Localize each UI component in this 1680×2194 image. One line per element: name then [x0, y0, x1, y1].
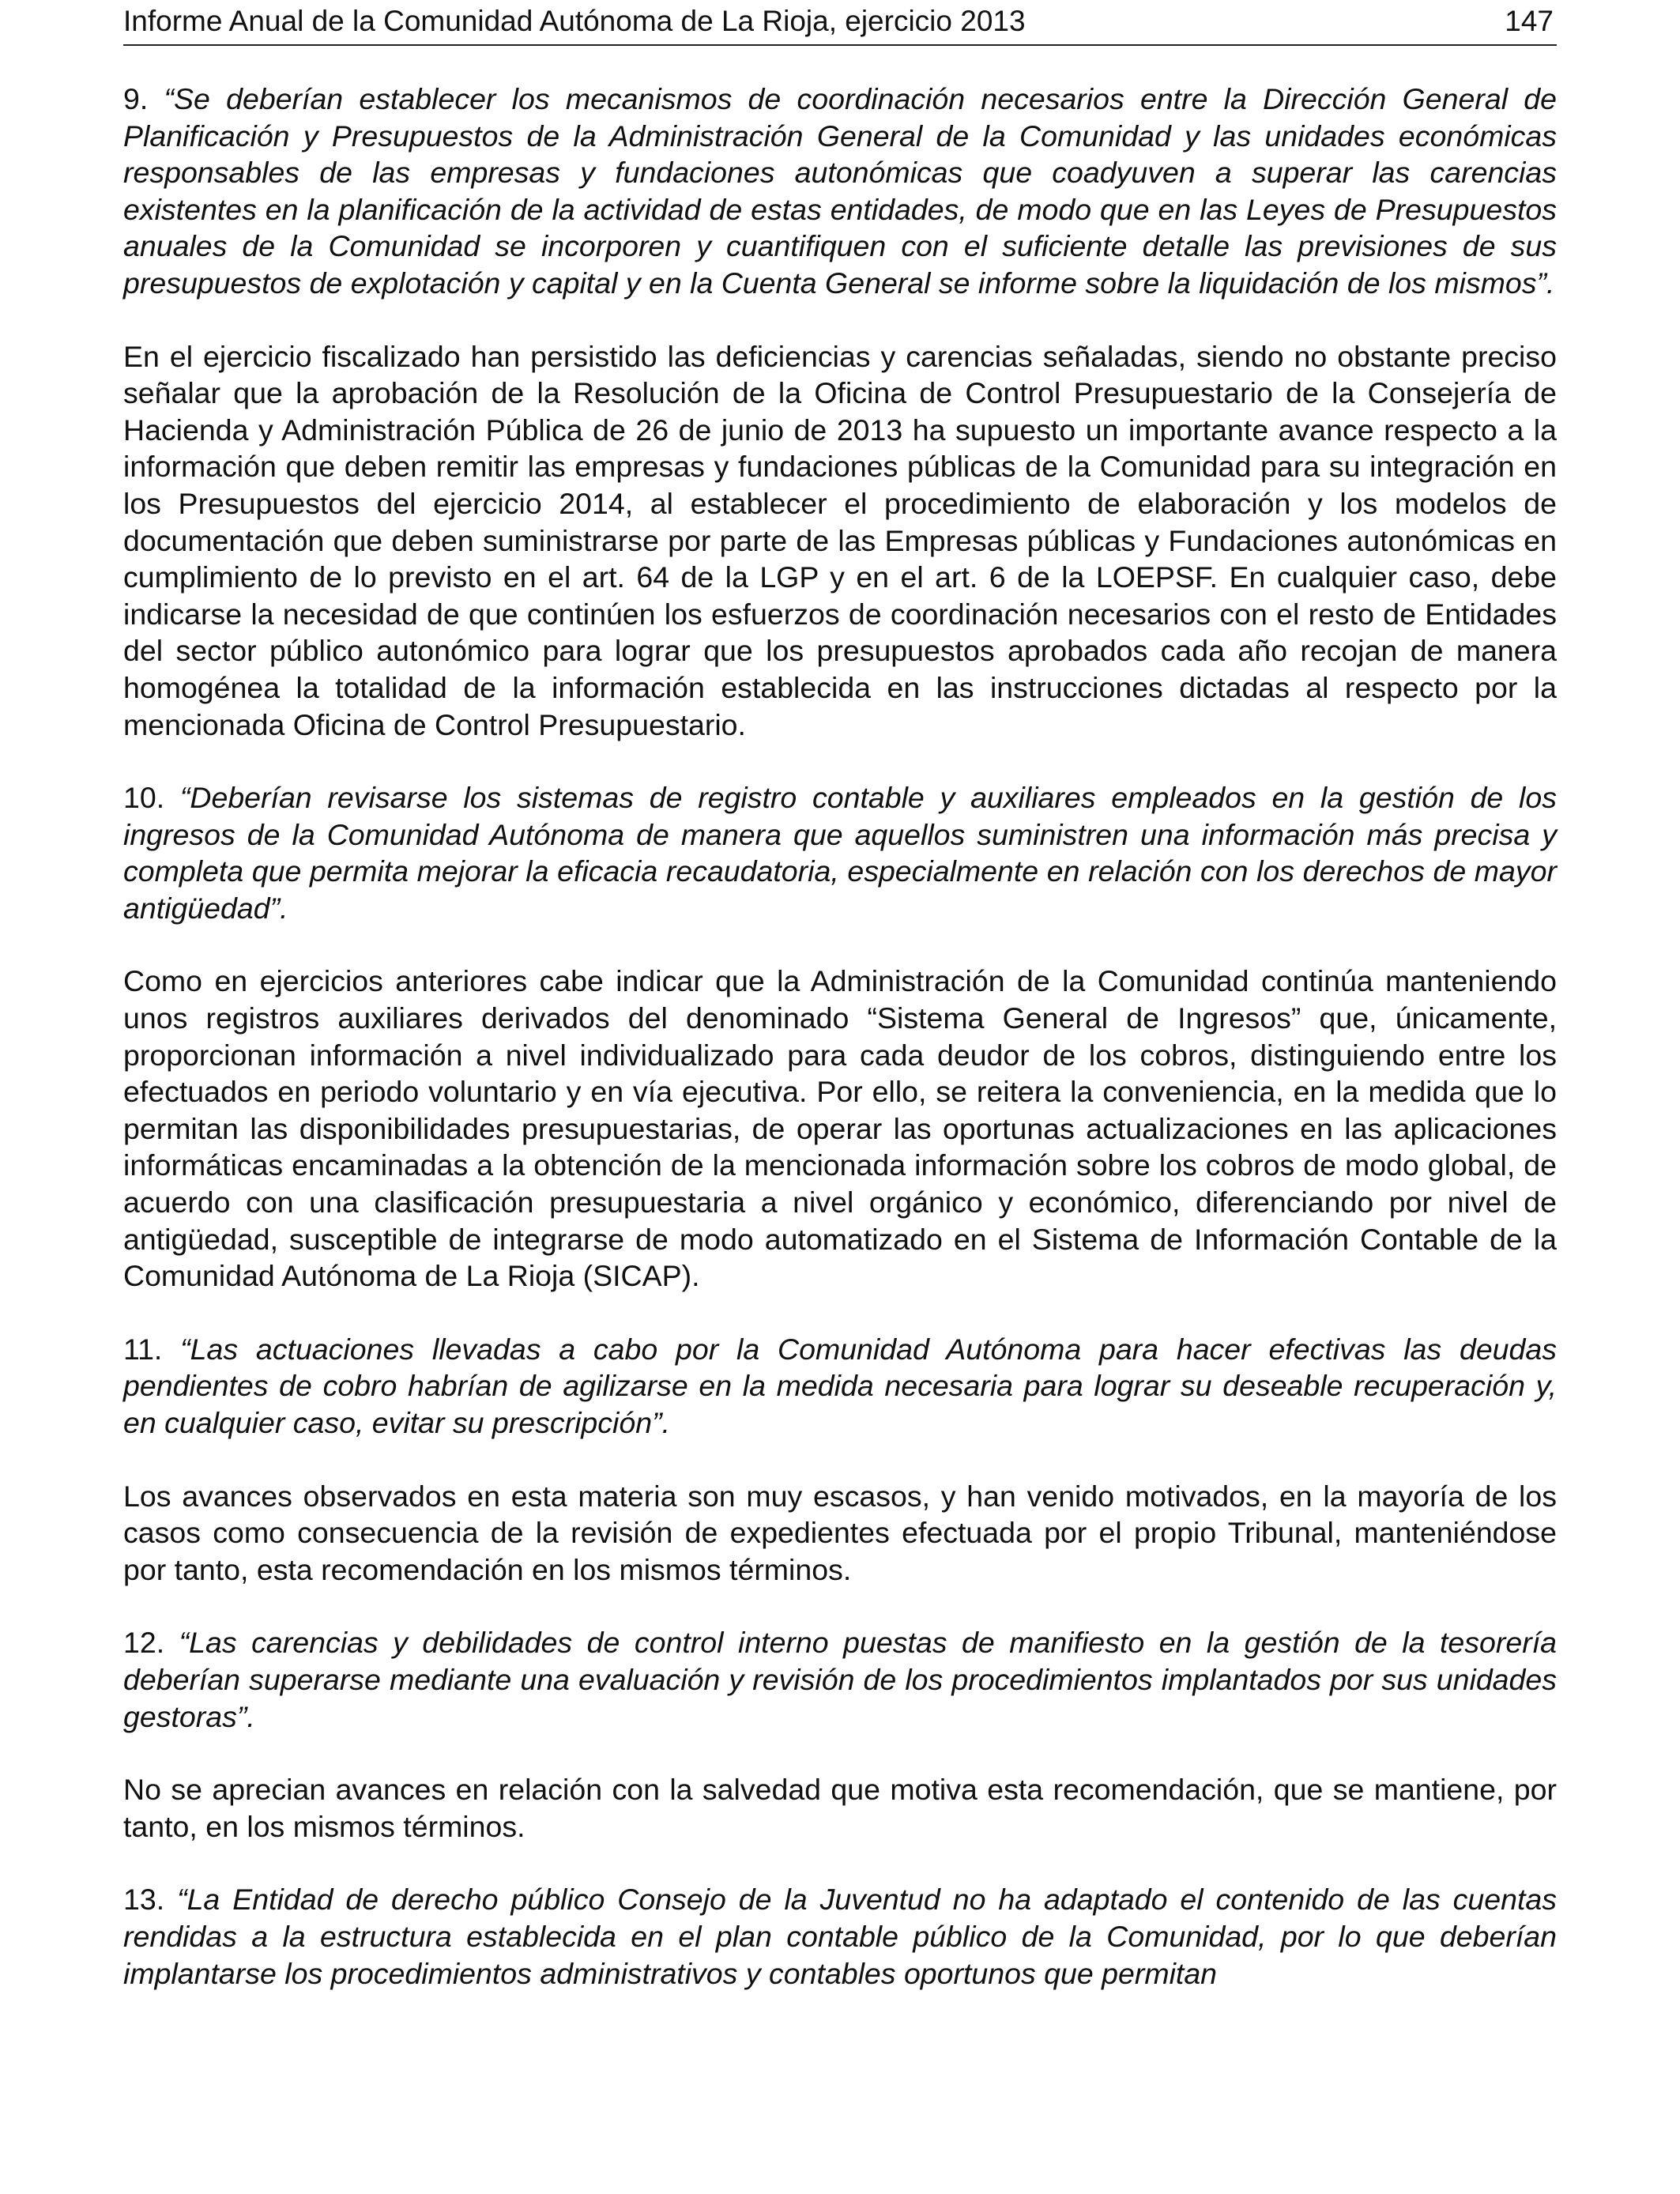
document-body — [123, 81, 1557, 2028]
recommendation-number: 12. — [123, 1626, 165, 1660]
report-title: Informe Anual de la Comunidad Autónoma de La Rioja, ejercicio 2013 — [123, 5, 1026, 37]
recommendation-quote: “Las actuaciones llevadas a cabo por la Comunidad Autónoma para hacer efectivas las deudas pendientes de cobro habrían de agilizarse en la medida necesaria para lograr su deseable recuperación y, en cualquier caso, evitar su prescripción”. — [123, 1332, 1558, 1439]
recommendation-9 — [123, 81, 1557, 302]
commentary-paragraph: Los avances observados en esta materia son muy escasos, y han venido motivados, en la mayoría de los casos como consecuencia de la revisión de expedientes efectuada por el propio Tribunal, manteniéndose por tanto, esta recomendación en los mismos términos. — [123, 1479, 1557, 1586]
recommendation-13 — [123, 1881, 1557, 1992]
recommendation-11 — [123, 1331, 1557, 1442]
recommendation-10 — [123, 779, 1557, 926]
commentary-paragraph: No se aprecian avances en relación con la salvedad que motiva esta recomendación, que se mantiene, por tanto, en los mismos términos. — [123, 1773, 1557, 1843]
recommendation-12 — [123, 1624, 1557, 1735]
recommendation-number: 10. — [123, 781, 165, 815]
recommendation-number: 11. — [123, 1332, 163, 1366]
recommendation-quote: “Deberían revisarse los sistemas de registro contable y auxiliares empleados en la gestión de los ingresos de la Comunidad Autónoma de manera que aquellos suministren una información más precisa y completa que permita mejorar la eficacia recaudatoria, especialmente en relación con los derechos de mayor antigüedad”. — [123, 781, 1557, 925]
recommendation-number: 13. — [123, 1883, 165, 1917]
recommendation-quote: “Las carencias y debilidades de control interno puestas de manifiesto en la gestión de la tesorería deberían superarse mediante una evaluación y revisión de los procedimientos implantados por sus unidades gestoras”. — [123, 1626, 1557, 1733]
recommendation-number: 9. — [123, 82, 149, 115]
commentary-paragraph: Como en ejercicios anteriores cabe indicar que la Administración de la Comunidad continúa manteniendo unos registros auxiliares derivados del denominado “Sistema General de Ingresos” que, únicamente, proporcionan información a nivel individualizado para cada deudor de los cobros, distinguiendo entre los efectuados en periodo voluntario y en vía ejecutiva. Por ello, se reitera la conveniencia, en la medida que lo permitan las disponibilidades presupuestarias, de operar las oportunas actualizaciones en las aplicaciones informáticas encaminadas a la obtención de la mencionada información sobre los cobros de modo global, de acuerdo con una clasificación presupuestaria a nivel orgánico y económico, diferenciando por nivel de antigüedad, susceptible de integrarse de modo automatizado en el Sistema de Información Contable de la Comunidad Autónoma de La Rioja (SICAP). — [123, 964, 1557, 1293]
commentary-paragraph: En el ejercicio fiscalizado han persistido las deficiencias y carencias señaladas, siendo no obstante preciso señalar que la aprobación de la Resolución de la Oficina de Control Presupuestario de la Consejería de Hacienda y Administración Pública de 26 de junio de 2013 ha supuesto un importante avance respecto a la información que deben remitir las empresas y fundaciones públicas de la Comunidad para su integración en los Presupuestos del ejercicio 2014, al establecer el procedimiento de elaboración y los modelos de documentación que deben suministrarse por parte de las Empresas públicas y Fundaciones autonómicas en cumplimiento de lo previsto en el art. 64 de la LGP y en el art. 6 de la LOEPSF. En cualquier caso, debe indicarse la necesidad de que continúen los esfuerzos de coordinación necesarios con el resto de Entidades del sector público autonómico para lograr que los presupuestos aprobados cada año recojan de manera homogénea la totalidad de la información establecida en las instrucciones dictadas al respecto por la mencionada Oficina de Control Presupuestario. — [123, 339, 1557, 741]
page-number: 147 — [1505, 5, 1554, 37]
recommendation-quote: “Se deberían establecer los mecanismos de coordinación necesarios entre la Dirección General de Planificación y Presupuestos de la Administración General de la Comunidad y las unidades económicas responsables de las empresas y fundaciones autonómicas que coadyuven a superar las carencias existentes en la planificación de la actividad de estas entidades, de modo que en las Leyes de Presupuestos anuales de la Comunidad se incorporen y cuantifiquen con el suficiente detalle las previsiones de sus presupuestos de explotación y capital y en la Cuenta General se informe sobre la liquidación de los mismos”. — [123, 82, 1558, 300]
page-header — [123, 2, 1557, 46]
recommendation-quote: “La Entidad de derecho público Consejo de la Juventud no ha adaptado el contenido de las cuentas rendidas a la estructura establecida en el plan contable público de la Comunidad, por lo que deberían implantarse los procedimientos administrativos y contables oportunos que permitan — [123, 1883, 1557, 1990]
